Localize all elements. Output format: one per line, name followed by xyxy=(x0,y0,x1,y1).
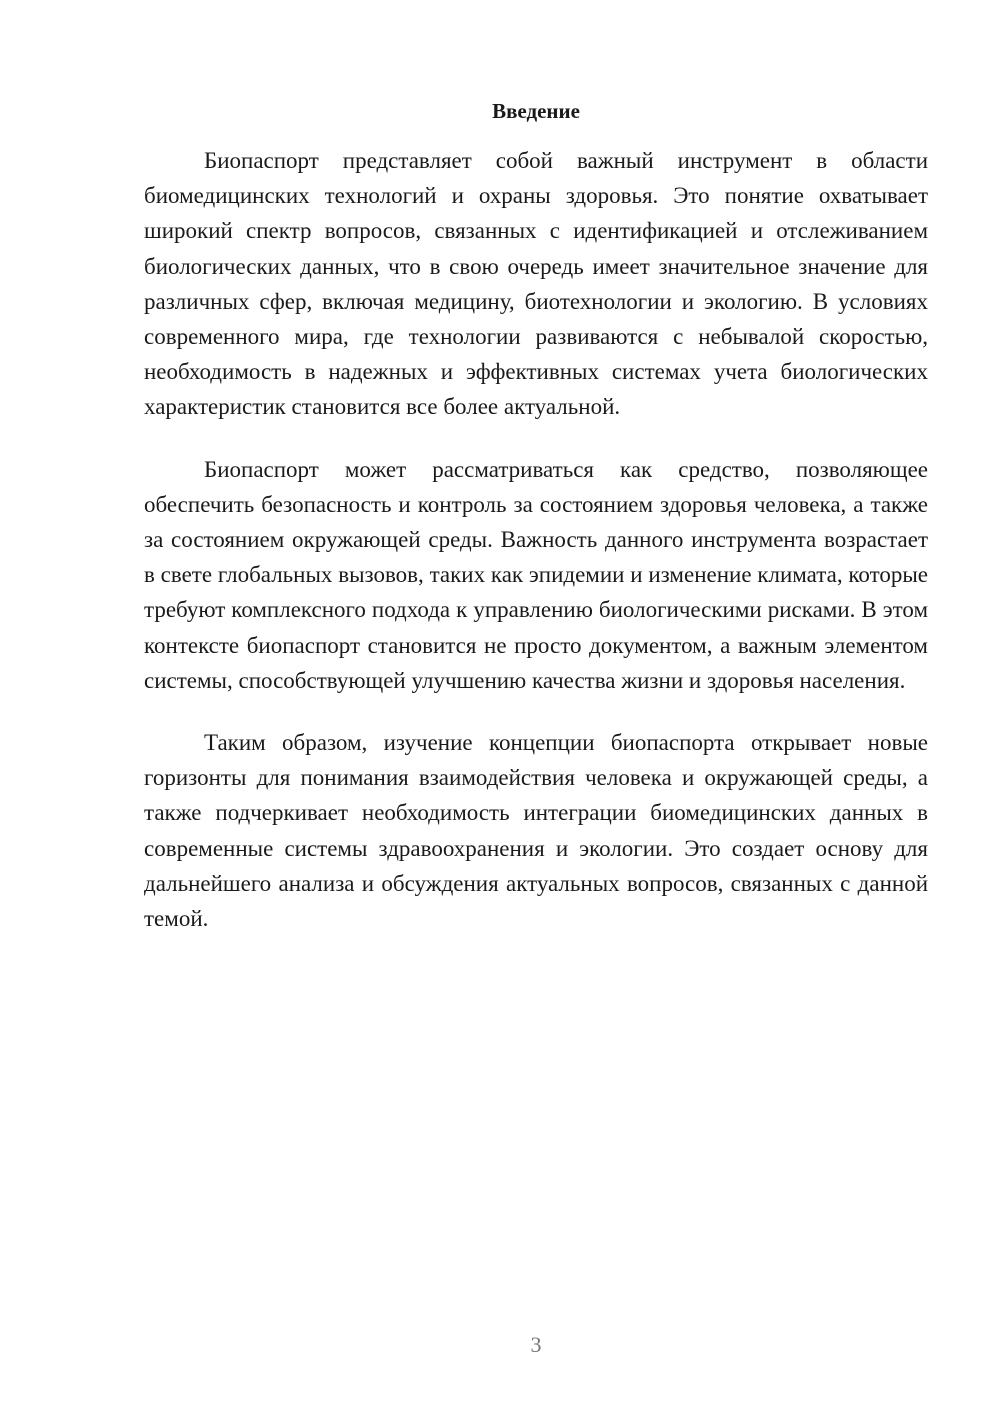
paragraph-1: Биопаспорт представляет собой важный инструмент в области биомедицинских технологий и охраны здоровья. Это понятие охватывает широкий спектр вопросов, связанных с идентификацией и отслеживанием биологических данных, что в свою очередь имеет значительное значение для различных сфер, включая медицину, биотехнологии и экологию. В условиях современного мира, где технологии развиваются с небывалой скоростью, необходимость в надежных и эффективных системах учета биологических характеристик становится все более актуальной. xyxy=(144,148,928,420)
body-text xyxy=(144,143,928,963)
paragraph-2: Биопаспорт может рассматриваться как средство, позволяющее обеспечить безопасность и контроль за состоянием здоровья человека, а также за состоянием окружающей среды. Важность данного инструмента возрастает в свете глобальных вызовов, таких как эпидемии и изменение климата, которые требуют комплексного подхода к управлению биологическими рисками. В этом контексте биопаспорт становится не просто документом, а важным элементом системы, способствующей улучшению качества жизни и здоровья населения. xyxy=(144,456,928,693)
page-number: 3 xyxy=(530,1332,542,1357)
paragraph-3: Таким образом, изучение концепции биопаспорта открывает новые горизонты для понимания взаимодействия человека и окружающей среды, а также подчеркивает необходимость интеграции биомедицинских данных в современные системы здравоохранения и экологии. Это создает основу для дальнейшего анализа и обсуждения актуальных вопросов, связанных с данной темой. xyxy=(144,730,928,932)
section-heading: Введение xyxy=(492,99,580,123)
